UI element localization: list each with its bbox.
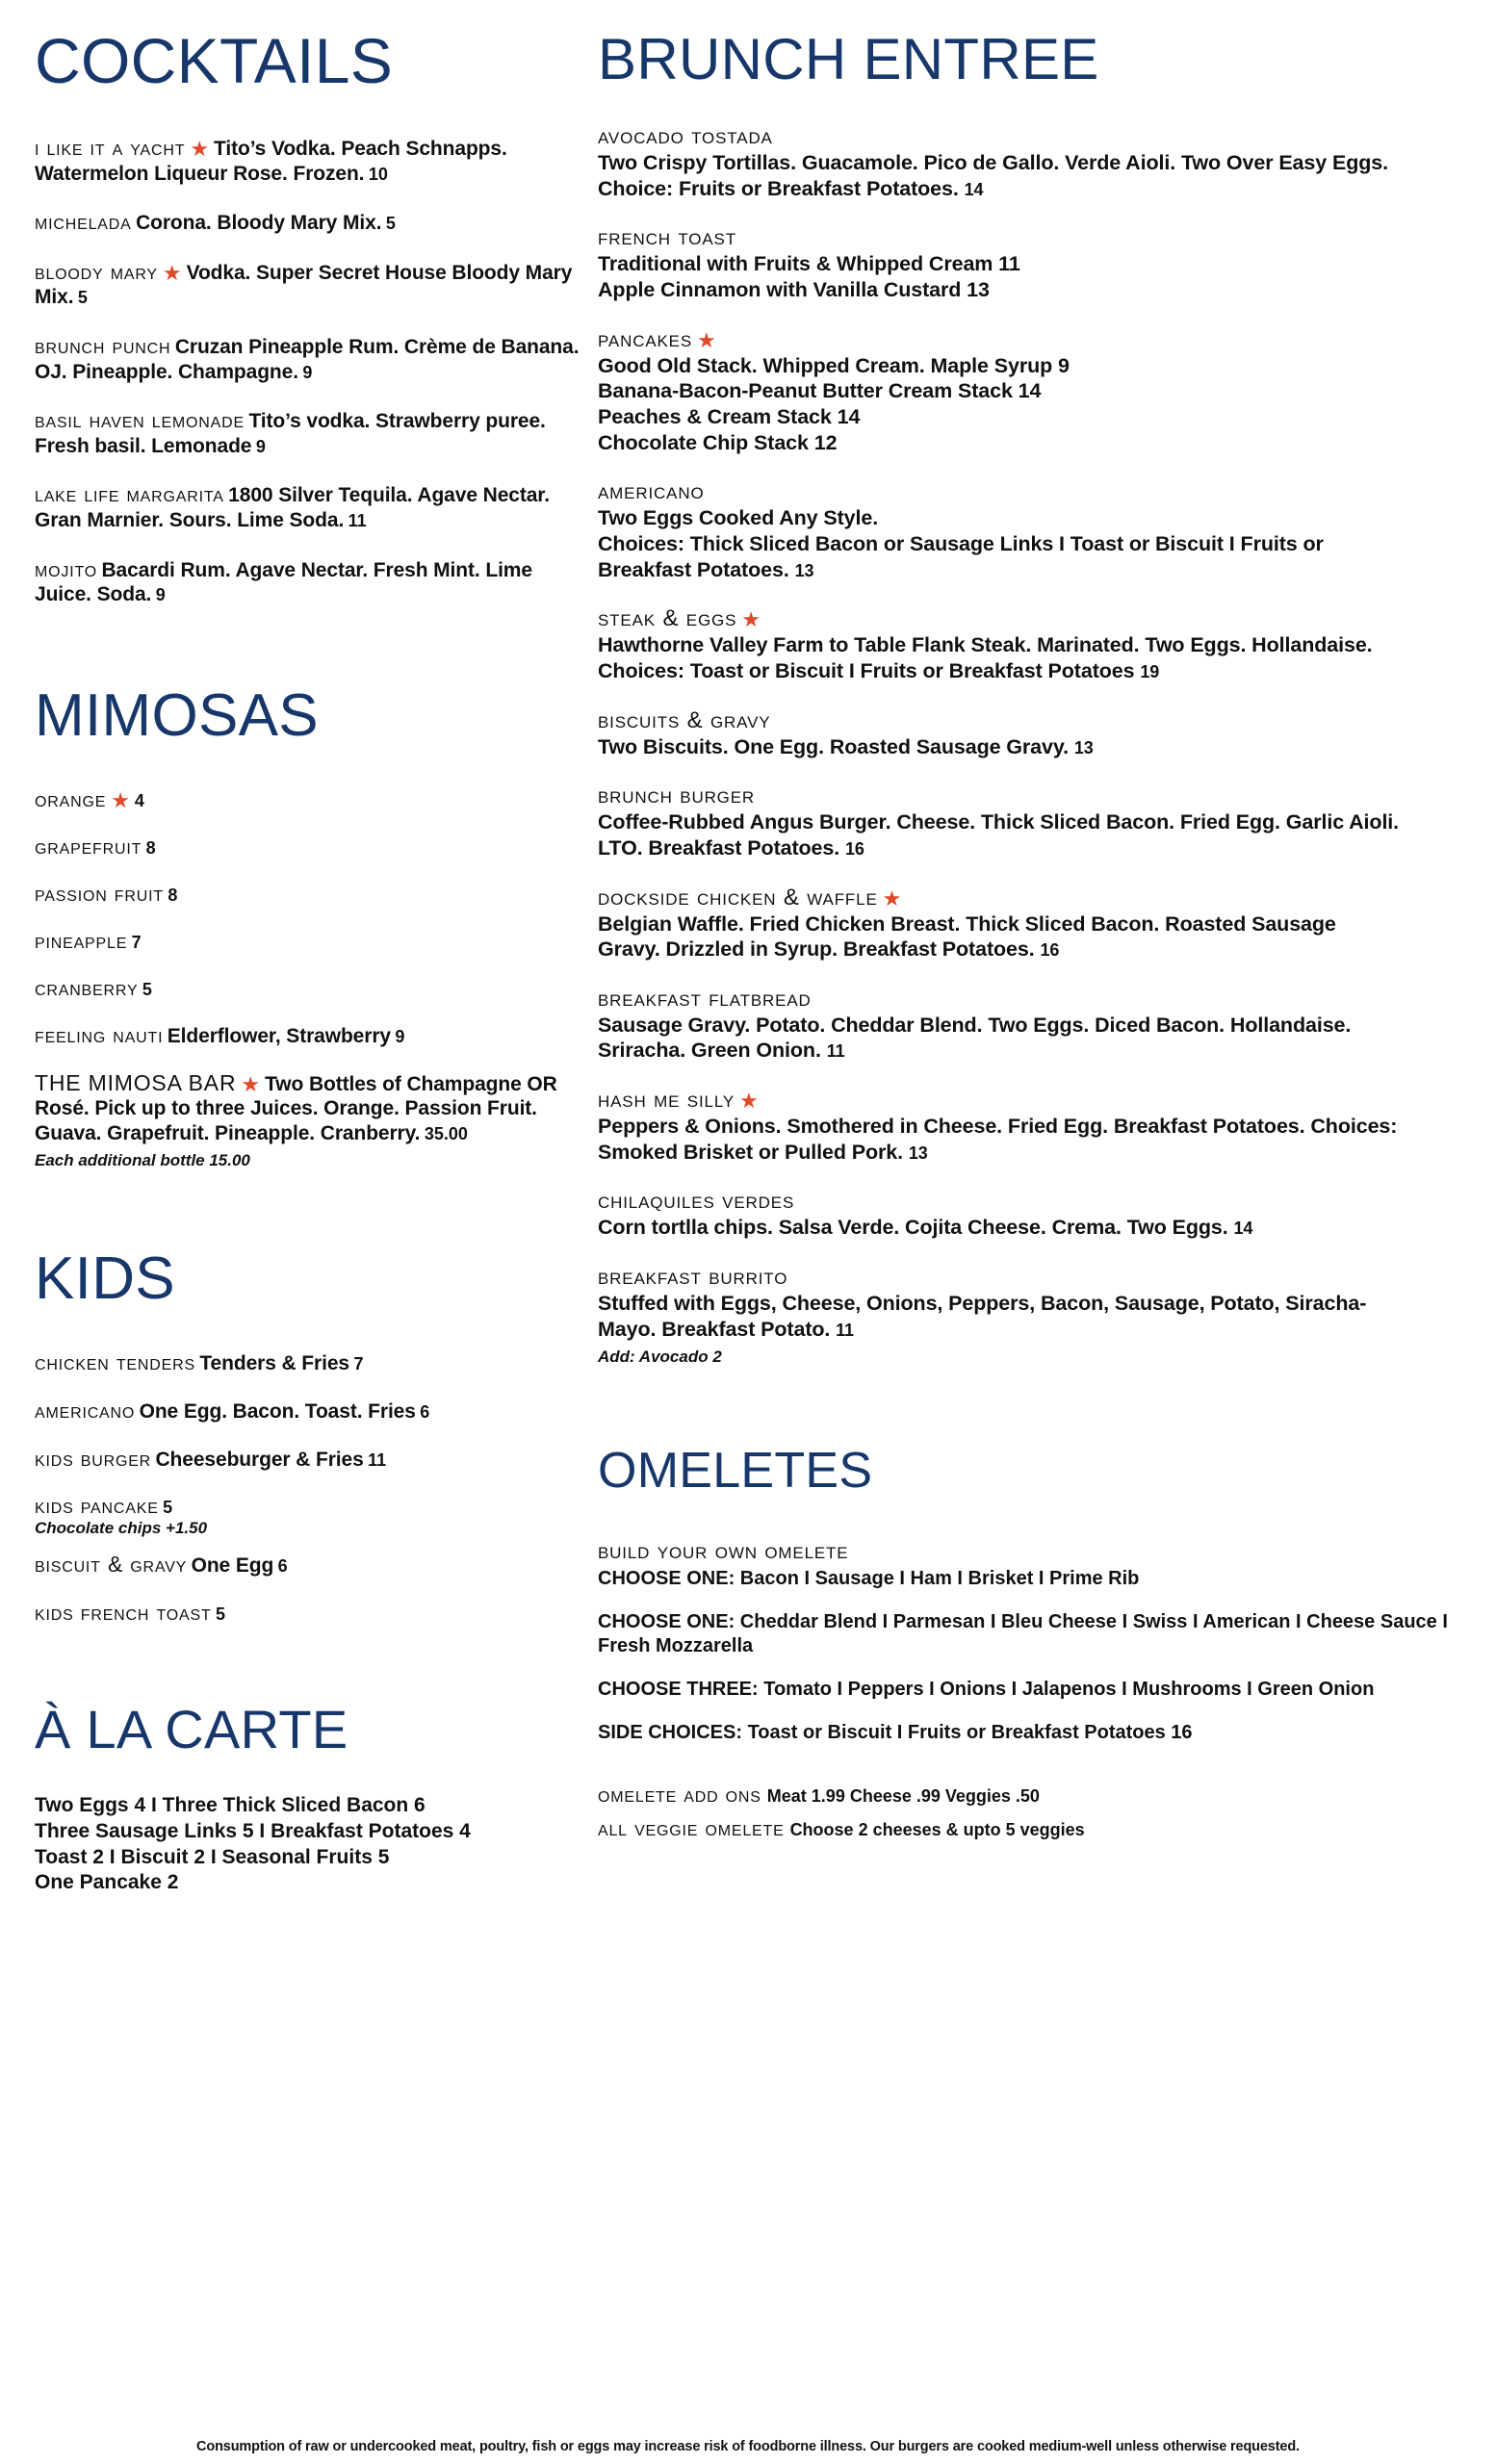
menu-item: [35, 1398, 588, 1424]
menu-item: [598, 224, 1483, 302]
item-description-line: Coffee-Rubbed Angus Burger. Cheese. Thick Sliced Bacon. Fried Egg. Garlic Aioli.: [598, 810, 1400, 834]
item-name: pancakes: [598, 325, 693, 352]
item-price: 11: [836, 1320, 854, 1340]
menu-item: [35, 209, 588, 236]
item-name: grapefruit: [35, 833, 142, 859]
addon-value: Choose 2 cheeses & upto 5 veggies: [789, 1820, 1085, 1840]
addon-value: Meat 1.99 Cheese .99 Veggies .50: [766, 1786, 1040, 1807]
item-name: hash me silly: [598, 1087, 735, 1114]
menu-item: [35, 1446, 588, 1473]
item-description-line: Banana-Bacon-Peanut Butter Cream Stack 14: [598, 379, 1042, 403]
cocktails-list: [35, 135, 588, 607]
menu-item: [598, 123, 1483, 201]
item-name: basil haven lemonade: [35, 407, 245, 433]
item-description-line: [598, 937, 1483, 962]
section-title-brunch: BRUNCH ENTREE: [598, 27, 1099, 91]
item-name: kids burger: [35, 1445, 152, 1471]
item-name: brunch punch: [35, 333, 171, 359]
star-icon: ★: [162, 260, 182, 285]
item-description-line: [598, 557, 1483, 583]
menu-item: [35, 1022, 588, 1049]
spacer: [35, 630, 588, 686]
item-name: kids french toast: [35, 1599, 212, 1625]
right-column: [588, 17, 1483, 2464]
item-price: 5: [385, 214, 396, 234]
item-description: 1800 Silver Tequila. Agave Nectar. Gran Marnier. Sours. Lime Soda.: [35, 484, 550, 532]
item-description-line: Apple Cinnamon with Vanilla Custard 13: [598, 277, 990, 301]
item-price: 7: [353, 1354, 364, 1374]
menu-item: [598, 1188, 1483, 1241]
item-price: 7: [131, 932, 142, 952]
item-description-line: Hawthorne Valley Farm to Table Flank Steak. Marinated. Two Eggs. Hollandaise.: [598, 633, 1373, 657]
menu-item: [35, 1600, 588, 1626]
menu-item: [35, 1349, 588, 1376]
item-price: 9: [255, 436, 266, 456]
item-name: steak & eggs: [598, 605, 737, 632]
desc-text: Choices: Toast or Biscuit I Fruits or Breakfast Potatoes: [598, 658, 1135, 682]
item-name: kids pancake: [35, 1493, 159, 1519]
menu-item: [598, 1264, 1483, 1367]
desc-text: Breakfast Potatoes.: [598, 557, 789, 581]
item-price: 10: [368, 164, 388, 184]
item-price: 9: [395, 1026, 405, 1046]
desc-text: Gravy. Drizzled in Syrup. Breakfast Potatoes.: [598, 937, 1035, 962]
item-price: 8: [168, 885, 178, 905]
item-description-line: Two Crispy Tortillas. Guacamole. Pico de Gallo. Verde Aioli. Two Over Easy Eggs.: [598, 151, 1388, 174]
item-description: Vodka. Super Secret House Bloody Mary Mix.: [35, 261, 573, 309]
section-title-alacarte: À LA CARTE: [35, 1698, 348, 1759]
menu-item: [598, 885, 1483, 962]
item-price: 8: [145, 837, 156, 858]
item-description: Corona. Bloody Mary Mix.: [136, 212, 382, 235]
item-description-line: [598, 1215, 1483, 1241]
item-price: 9: [155, 585, 166, 605]
menu-item: [598, 707, 1483, 760]
item-name: dockside chicken & waffle: [598, 884, 878, 911]
menu-item: [35, 1493, 588, 1538]
item-price: 5: [163, 1498, 173, 1518]
item-description-line: Peppers & Onions. Smothered in Cheese. Fried Egg. Breakfast Potatoes. Choices:: [598, 1115, 1398, 1139]
item-description: Cheeseburger & Fries: [155, 1448, 364, 1471]
star-icon: ★: [111, 787, 130, 812]
item-name: THE MIMOSA BAR: [35, 1069, 237, 1095]
menu-item: [598, 605, 1483, 683]
item-name: americano: [35, 1397, 136, 1423]
desc-text: Mayo. Breakfast Potato.: [598, 1317, 831, 1341]
star-icon: ★: [241, 1071, 261, 1096]
desc-text: Corn tortlla chips. Salsa Verde. Cojita Cheese. Crema. Two Eggs.: [598, 1216, 1228, 1240]
spacer: [598, 1764, 1483, 1782]
kids-list: [35, 1349, 588, 1625]
menu-item: [35, 834, 588, 860]
alacarte-list: [35, 1793, 588, 1897]
item-description-line: [598, 734, 1483, 760]
item-description-line: Choices: Thick Sliced Bacon or Sausage Links I Toast or Biscuit I Fruits or: [598, 531, 1324, 555]
section-title-mimosas: MIMOSAS: [35, 681, 319, 749]
item-price: 35.00: [424, 1123, 468, 1143]
item-note: Each additional bottle 15.00: [35, 1151, 250, 1170]
item-price: 6: [420, 1401, 430, 1422]
item-name: chicken tenders: [35, 1349, 195, 1375]
spacer: [35, 1194, 588, 1249]
item-name: passion fruit: [35, 880, 164, 906]
item-description: Tito’s Vodka. Peach Schnapps. Watermelon Liqueur Rose. Frozen.: [35, 138, 507, 185]
item-description-line: Good Old Stack. Whipped Cream. Maple Syrup 9: [598, 353, 1070, 377]
menu-item: [35, 333, 588, 384]
brunch-list: [598, 123, 1483, 1367]
item-name: mojito: [35, 555, 97, 581]
omeletes-block: [598, 1538, 1483, 1841]
star-icon: ★: [882, 886, 902, 911]
star-icon: ★: [697, 327, 716, 352]
item-name: biscuits & gravy: [598, 706, 771, 733]
item-name: pineapple: [35, 927, 128, 953]
item-description: Cruzan Pineapple Rum. Crème de Banana. OJ. Pineapple. Champagne.: [35, 336, 580, 383]
item-description-line: [598, 658, 1483, 684]
item-name: orange: [35, 785, 107, 811]
addon-name: omelete add ons: [598, 1782, 761, 1808]
alacarte-line: Toast 2 I Biscuit 2 I Seasonal Fruits 5: [35, 1845, 390, 1868]
item-price: 5: [77, 288, 88, 308]
item-description-line: Stuffed with Eggs, Cheese, Onions, Peppers, Bacon, Sausage, Potato, Siracha-: [598, 1292, 1367, 1316]
item-price: 13: [794, 560, 814, 580]
omelete-choice-line: CHOOSE THREE: Tomato I Peppers I Onions I Jalapenos I Mushrooms I Green Onion: [598, 1679, 1375, 1701]
item-name: lake life margarita: [35, 481, 224, 507]
item-description: Tito’s vodka. Strawberry puree. Fresh basil. Lemonade: [35, 410, 546, 457]
build-your-own-title: build your own omelete: [598, 1538, 849, 1565]
item-price: 6: [277, 1556, 288, 1577]
item-description-line: [598, 176, 1483, 202]
omelete-choice-line: CHOOSE ONE: Bacon I Sausage I Ham I Brisket I Prime Rib: [598, 1568, 1140, 1590]
item-name: michelada: [35, 209, 132, 235]
item-price: 5: [215, 1604, 225, 1624]
menu-item: [35, 881, 588, 907]
menu-item: [598, 326, 1483, 456]
item-price: 16: [1040, 940, 1060, 961]
star-icon: ★: [190, 137, 210, 161]
item-description: One Egg. Bacon. Toast. Fries: [139, 1399, 416, 1423]
item-name: bloody mary: [35, 258, 158, 284]
menu-item: [598, 1087, 1483, 1165]
alacarte-line: Three Sausage Links 5 I Breakfast Potatoes 4: [35, 1819, 471, 1842]
item-description: Bacardi Rum. Agave Nectar. Fresh Mint. Lime Juice. Soda.: [35, 558, 532, 606]
item-description-line: Belgian Waffle. Fried Chicken Breast. Thick Sliced Bacon. Roasted Sausage: [598, 911, 1336, 936]
item-price: 19: [1140, 661, 1160, 681]
menu-item: [35, 975, 588, 1001]
item-description-line: Two Eggs Cooked Any Style.: [598, 506, 879, 530]
item-name: french toast: [598, 224, 736, 251]
menu-item: [35, 1552, 588, 1578]
menu-item: [35, 481, 588, 532]
item-price: 13: [908, 1142, 928, 1163]
mimosas-list: [35, 786, 588, 1170]
item-description-line: [598, 1317, 1483, 1343]
star-icon: ★: [741, 607, 761, 632]
star-icon: ★: [739, 1089, 759, 1114]
item-name: brunch burger: [598, 783, 756, 809]
item-description-line: [598, 1140, 1483, 1166]
section-title-omeletes: OMELETES: [598, 1443, 873, 1500]
item-description-line: Peaches & Cream Stack 14: [598, 404, 861, 428]
item-name: cranberry: [35, 974, 139, 1000]
omelete-choice-line: CHOOSE ONE: Cheddar Blend I Parmesan I Bleu Cheese I Swiss I American I Cheese Sauce I Fresh Mozzarella: [598, 1611, 1448, 1657]
item-description-line: Chocolate Chip Stack 12: [598, 430, 838, 454]
omelete-addon-row: [598, 1782, 1483, 1808]
menu-item: [35, 556, 588, 607]
item-price: 5: [142, 979, 152, 999]
menu-item: [598, 478, 1483, 582]
menu-item: [598, 783, 1483, 860]
item-price: 14: [964, 179, 984, 199]
spacer: [598, 1390, 1483, 1446]
item-description: One Egg: [191, 1554, 274, 1578]
item-price: 16: [845, 838, 864, 859]
item-note: Chocolate chips +1.50: [35, 1519, 208, 1538]
menu-item: [598, 986, 1483, 1064]
omelete-addon-row: [598, 1815, 1483, 1841]
item-name: breakfast burrito: [598, 1264, 788, 1291]
omelete-choice-line: SIDE CHOICES: Toast or Biscuit I Fruits or Breakfast Potatoes 16: [598, 1722, 1193, 1744]
footer-disclaimer: Consumption of raw or undercooked meat, poultry, fish or eggs may increase risk of foodborne illness. Our burgers are cooked medium-well unless otherwise requested.: [196, 2439, 1300, 2454]
item-name: biscuit & gravy: [35, 1552, 188, 1578]
alacarte-line: One Pancake 2: [35, 1871, 179, 1894]
item-price: 14: [1233, 1219, 1253, 1239]
menu-item: [35, 786, 588, 812]
section-title-cocktails: COCKTAILS: [35, 25, 394, 96]
desc-text: LTO. Breakfast Potatoes.: [598, 835, 840, 860]
item-price: 13: [1073, 737, 1094, 757]
item-name: avocado tostada: [598, 123, 773, 149]
item-name: feeling nauti: [35, 1021, 164, 1047]
menu-item: [35, 259, 588, 310]
item-description-line: Traditional with Fruits & Whipped Cream 11: [598, 252, 1020, 276]
item-price: 9: [302, 362, 313, 382]
addon-name: all veggie omelete: [598, 1815, 785, 1841]
item-description-line: [598, 1038, 1483, 1064]
item-price: 11: [368, 1450, 387, 1470]
desc-text: Two Biscuits. One Egg. Roasted Sausage Gravy.: [598, 734, 1070, 758]
item-price: 11: [826, 1041, 845, 1062]
item-name: chilaquiles verdes: [598, 1188, 795, 1215]
item-description: Elderflower, Strawberry: [167, 1024, 391, 1047]
menu-item: [35, 407, 588, 458]
item-name: breakfast flatbread: [598, 985, 812, 1012]
spacer: [35, 1647, 588, 1703]
item-price: 4: [134, 790, 144, 810]
item-description: Two Bottles of Champagne OR Rosé. Pick up to three Juices. Orange. Passion Fruit. Guava. Grapefruit. Pineapple. Cranberry.: [35, 1072, 557, 1144]
desc-text: Choice: Fruits or Breakfast Potatoes.: [598, 176, 959, 200]
section-title-kids: KIDS: [35, 1245, 175, 1313]
item-name: i like it a yacht: [35, 135, 186, 160]
item-price: 11: [348, 511, 367, 531]
item-note: Add: Avocado 2: [598, 1348, 722, 1367]
alacarte-line: Two Eggs 4 I Three Thick Sliced Bacon 6: [35, 1793, 426, 1816]
mimosa-bar-item: [35, 1070, 588, 1171]
item-name: americano: [598, 478, 705, 505]
left-column: [29, 17, 588, 2464]
menu-item: [35, 135, 588, 186]
item-description: Tenders & Fries: [199, 1352, 349, 1375]
menu-item: [35, 928, 588, 954]
desc-text: Sriracha. Green Onion.: [598, 1039, 821, 1063]
item-description-line: Sausage Gravy. Potato. Cheddar Blend. Two Eggs. Diced Bacon. Hollandaise.: [598, 1013, 1352, 1037]
item-description-line: [598, 835, 1483, 861]
desc-text: Smoked Brisket or Pulled Pork.: [598, 1140, 903, 1164]
